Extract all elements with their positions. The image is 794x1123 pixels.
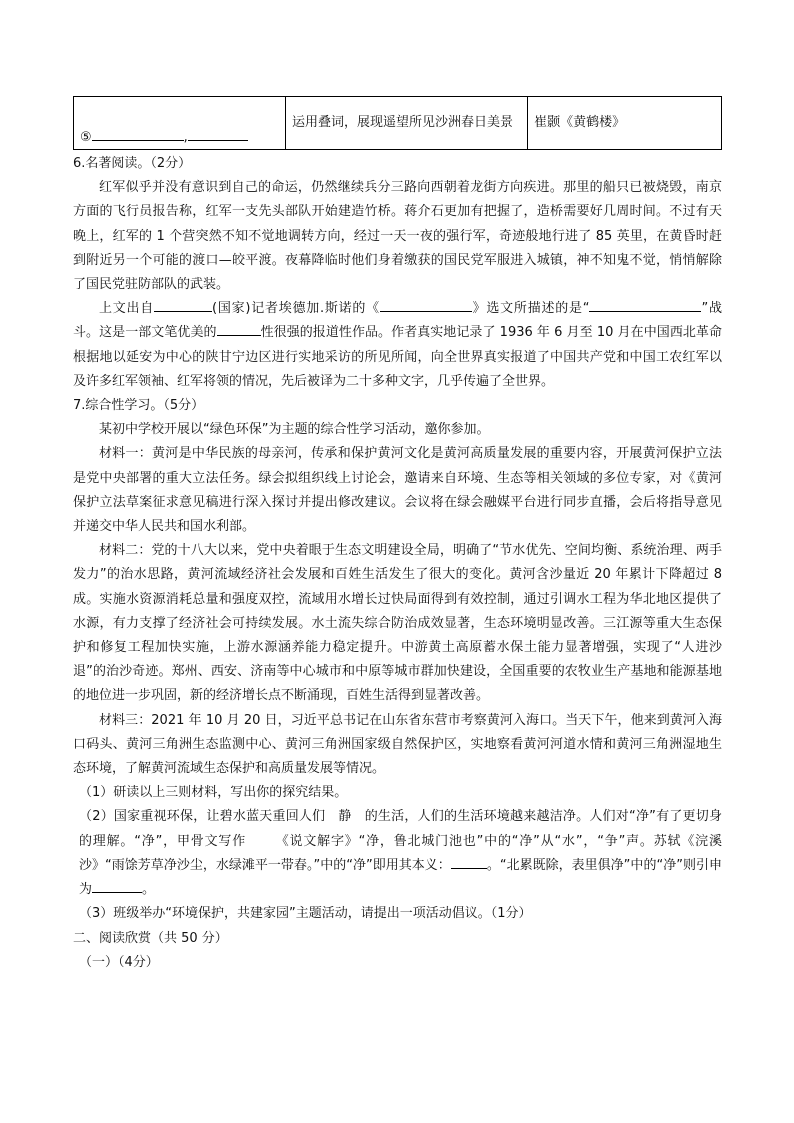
fill-blank	[451, 868, 487, 869]
answer-table	[73, 96, 722, 150]
fill-blank	[380, 311, 472, 312]
q7-subquestion-2: （2）国家重视环保，让碧水蓝天重回人们 静 的生活，人们的生活环境越来越洁净。人们对“净”有了更切身的理解。“净”，甲骨文写作 《说文解字》“净，鲁北城门池也”中的“净”从“水”，“争”声。苏轼《浣溪沙》“雨馀芳草净沙尘，水绿滩平一带春。”中的“净”即用其本义： 。“北累既除，表里俱净”中的“净”则引申为 。	[79, 809, 722, 898]
q7-material-3: 材料三：2021 年 10 月 20 日，习近平总书记在山东省东营市考察黄河入海口。当天下午，他来到黄河入海口码头、黄河三角洲生态监测中心、黄河三角洲国家级自然保护区，实地察看黄河河道水情和黄河三角洲湿地生态环境，了解黄河流域生态保护和高质量发展等情况。	[73, 712, 722, 777]
q7-material-2: 材料二：党的十八大以来，党中央着眼于生态文明建设全局，明确了“节水优先、空间均衡、系统治理、两手发力”的治水思路，黄河流域经济社会发展和百姓生活发生了很大的变化。黄河含沙量近 20 年累计下降超过 8 成。实施水资源消耗总量和强度双控，流域用水增长过快局面得到有效控制，通过引调水工程为华北地区提供了水源，有力支撑了经济社会可持续发展。水土流失综合防治成效显著，生态环境明显改善。三江源等重大生态保护和修复工程加快实施，上游水源涵养能力稳定提升。中游黄土高原蓄水保土能力显著增强，实现了“人进沙退”的治沙奇迹。郑州、西安、济南等中心城市和中原等城市群加快建设，全国重要的农牧业生产基地和能源基地的地位进一步巩固，新的经济增长点不断涌现，百姓生活得到显著改善。	[73, 543, 722, 704]
section-2-title: 二、阅读欣赏（共 50 分）	[73, 930, 228, 946]
q7-intro: 某初中学校开展以“绿色环保”为主题的综合性学习活动，邀你参加。	[99, 422, 490, 438]
q7-material-1: 材料一：黄河是中华民族的母亲河，传承和保护黄河文化是黄河高质量发展的重要内容，开展黄河保护立法是党中央部署的重大立法任务。绿会拟组织线上讨论会，邀请来自环境、生态等相关领域的多位专家，对《黄河保护立法草案征求意见稿进行深入探讨并提出修改建议。会议将在绿会融媒平台进行同步直播，会后将指导意见并递交中华人民共和国水利部。	[73, 446, 722, 535]
fill-blank	[92, 892, 142, 893]
table-cell-source: 崔颢《黄鹤楼》	[528, 97, 722, 150]
q6-question: 上文出自 (国家)记者埃德加.斯诺的《 》选文所描述的是“ ”战斗。这是一部文笔优美的 性很强的报道性作品。作者真实地记录了 1936 年 6 月至 10 月在中国西北革命根据地以延安为中心的陕甘宁边区进行实地采访的所见所闻，向全世界真实报道了中国共产党和中国工农红军以及许多红军领袖、红军将领的情况，先后被译为二十多种文字，几乎传遍了全世界。	[73, 301, 722, 389]
table-cell-method: 运用叠词，展现遥望所见沙洲春日美景	[285, 97, 527, 150]
table-row	[74, 97, 722, 150]
table-cell-blank	[74, 97, 286, 150]
q7-subquestion-1: （1）研读以上三则材料，写出你的探究结果。	[79, 785, 348, 801]
question-7-title: 7.综合性学习。（5分）	[73, 398, 205, 414]
fill-blank	[217, 335, 261, 336]
fill-blank	[188, 140, 248, 141]
pinyin-char: 静	[338, 809, 352, 825]
q7-subquestion-3: （3）班级举办“环境保护，共建家园”主题活动，请提出一项活动倡议。（1分）	[79, 906, 532, 922]
fill-blank	[92, 140, 184, 141]
fill-blank	[154, 311, 212, 312]
section-2-subtitle: （一）（4分）	[79, 954, 159, 970]
question-6-title: 6.名著阅读。（2分）	[73, 156, 192, 171]
fill-blank	[589, 311, 701, 312]
circled-number: ⑤	[80, 130, 92, 145]
separator: ,	[183, 130, 188, 145]
q6-passage: 红军似乎并没有意识到自己的命运，仍然继续兵分三路向西朝着龙街方向疾进。那里的船只已被烧毁，南京方面的飞行员报告称，红军一支先头部队开始建造竹桥。蒋介石更加有把握了，造桥需要好几周时间。不过有天晚上，红军的 1 个营突然不知不觉地调转方向，经过一天一夜的强行军，奇迹般地行进了 85 英里，在黄昏时赶到附近另一个可能的渡口—皎平渡。夜幕降临时他们身着缴获的国民党军服进入城镇，神不知鬼不觉，悄悄解除了国民党驻防部队的武装。	[73, 180, 722, 293]
document-body	[73, 152, 722, 975]
